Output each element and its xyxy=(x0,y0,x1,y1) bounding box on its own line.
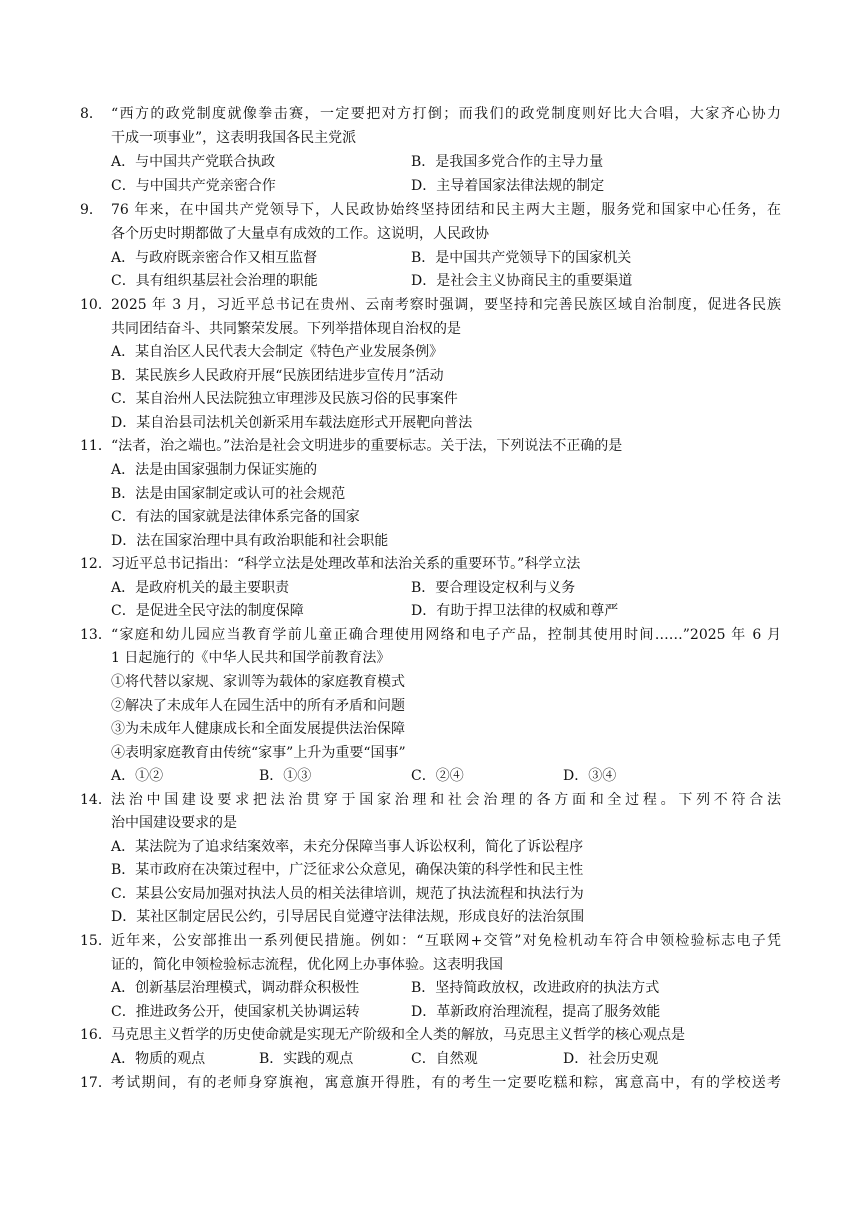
question-12-option-b: B．要合理设定权利与义务 xyxy=(411,580,576,596)
question-16-option-b: B．实践的观点 xyxy=(259,1051,354,1067)
question-8-option-d: D．主导着国家法律法规的制定 xyxy=(411,178,605,194)
question-15-option-a: A．创新基层治理模式，调动群众积极性 xyxy=(111,980,360,996)
question-10-option-c: C．某自治州人民法院独立审理涉及民族习俗的民事案件 xyxy=(111,391,458,407)
question-15-option-c: C．推进政务公开，使国家机关协调运转 xyxy=(111,1004,360,1020)
question-8-number: 8． xyxy=(80,106,103,122)
question-8-option-c: C．与中国共产党亲密合作 xyxy=(111,178,276,194)
question-8-stem-line-2: 干成一项事业”，这表明我国各民主党派 xyxy=(111,130,357,146)
question-11-option-a: A．法是由国家强制力保证实施的 xyxy=(111,462,318,478)
question-11-stem-line-1: “法者，治之端也。”法治是社会文明进步的重要标志。关于法，下列说法不正确的是 xyxy=(111,438,623,454)
question-12-stem-line-1: 习近平总书记指出：“科学立法是处理改革和法治关系的重要环节。”科学立法 xyxy=(111,556,581,572)
question-11-number: 11． xyxy=(80,438,112,454)
question-14-option-a: A．某法院为了追求结案效率，未充分保障当事人诉讼权利，简化了诉讼程序 xyxy=(111,839,584,855)
question-8-option-a: A．与中国共产党联合执政 xyxy=(111,154,276,170)
question-13-option-c: C．②④ xyxy=(411,768,464,784)
question-17-number: 17． xyxy=(80,1075,112,1091)
question-14-option-b: B．某市政府在决策过程中，广泛征求公众意见，确保决策的科学性和民主性 xyxy=(111,862,584,878)
question-9-option-a: A．与政府既亲密合作又相互监督 xyxy=(111,250,318,266)
question-8-option-b: B．是我国多党合作的主导力量 xyxy=(411,154,604,170)
question-13-item-2: ②解决了未成年人在园生活中的所有矛盾和问题 xyxy=(111,698,405,714)
question-16-number: 16． xyxy=(80,1027,112,1043)
question-9-option-d: D．是社会主义协商民主的重要渠道 xyxy=(411,273,633,289)
question-11-option-d: D．法在国家治理中具有政治职能和社会职能 xyxy=(111,533,389,549)
question-13-option-d: D．③④ xyxy=(563,768,617,784)
question-9-option-c: C．具有组织基层社会治理的职能 xyxy=(111,273,318,289)
question-11-option-b: B．法是由国家制定或认可的社会规范 xyxy=(111,486,346,502)
question-13-number: 13． xyxy=(80,627,112,643)
question-15-stem-line-1: 近年来，公安部推出一系列便民措施。例如：“互联网+交管”对免检机动车符合申领检验标志电子凭 xyxy=(111,933,781,949)
question-13-option-b: B．①③ xyxy=(259,768,312,784)
question-8-stem-line-1: “西方的政党制度就像拳击赛，一定要把对方打倒；而我们的政党制度则好比大合唱，大家齐心协力 xyxy=(111,106,781,122)
question-13-item-4: ④表明家庭教育由传统“家事”上升为重要“国事” xyxy=(111,745,406,761)
question-9-option-b: B．是中国共产党领导下的国家机关 xyxy=(411,250,632,266)
question-14-option-d: D．某社区制定居民公约，引导居民自觉遵守法律法规，形成良好的法治氛围 xyxy=(111,909,585,925)
question-16-option-d: D．社会历史观 xyxy=(563,1051,659,1067)
question-13-option-a: A．①② xyxy=(111,768,164,784)
question-16-option-c: C．自然观 xyxy=(411,1051,478,1067)
question-16-option-a: A．物质的观点 xyxy=(111,1051,206,1067)
question-13-stem-line-1: “家庭和幼儿园应当教育学前儿童正确合理使用网络和电子产品，控制其使用时间……”2025 年 6 月 xyxy=(111,627,781,643)
question-14-stem-line-2: 治中国建设要求的是 xyxy=(111,815,237,831)
question-13-item-1: ①将代替以家规、家训等为载体的家庭教育模式 xyxy=(111,674,405,690)
question-17-stem-line-1: 考试期间，有的老师身穿旗袍，寓意旗开得胜，有的考生一定要吃糕和粽，寓意高中，有的学校送考 xyxy=(111,1075,781,1091)
question-13-stem-line-2: 1 日起施行的《中华人民共和国学前教育法》 xyxy=(111,650,391,666)
question-9-number: 9． xyxy=(80,202,103,218)
question-14-option-c: C．某县公安局加强对执法人员的相关法律培训，规范了执法流程和执法行为 xyxy=(111,886,584,902)
question-14-stem-line-1: 法治中国建设要求把法治贯穿于国家治理和社会治理的各方面和全过程。下列不符合法 xyxy=(111,792,781,808)
question-10-stem-line-2: 共同团结奋斗、共同繁荣发展。下列举措体现自治权的是 xyxy=(111,321,461,337)
question-12-option-a: A．是政府机关的最主要职责 xyxy=(111,580,290,596)
question-15-option-d: D．革新政府治理流程，提高了服务效能 xyxy=(411,1004,661,1020)
question-12-number: 12． xyxy=(80,556,112,572)
question-15-option-b: B．坚持简政放权，改进政府的执法方式 xyxy=(411,980,660,996)
question-12-option-c: C．是促进全民守法的制度保障 xyxy=(111,603,304,619)
question-11-option-c: C．有法的国家就是法律体系完备的国家 xyxy=(111,509,360,525)
question-10-option-b: B．某民族乡人民政府开展“民族团结进步宣传月”活动 xyxy=(111,368,444,384)
question-9-stem-line-2: 各个历史时期都做了大量卓有成效的工作。这说明，人民政协 xyxy=(111,226,489,242)
question-13-item-3: ③为未成年人健康成长和全面发展提供法治保障 xyxy=(111,721,405,737)
question-10-option-d: D．某自治县司法机关创新采用车载法庭形式开展靶向普法 xyxy=(111,415,473,431)
question-10-option-a: A．某自治区人民代表大会制定《特色产业发展条例》 xyxy=(111,344,444,360)
question-15-number: 15． xyxy=(80,933,112,949)
question-10-stem-line-1: 2025 年 3 月，习近平总书记在贵州、云南考察时强调，要坚持和完善民族区域自治制度，促进各民族 xyxy=(111,297,781,313)
question-14-number: 14． xyxy=(80,792,112,808)
question-16-stem-line-1: 马克思主义哲学的历史使命就是实现无产阶级和全人类的解放，马克思主义哲学的核心观点是 xyxy=(111,1027,685,1043)
question-15-stem-line-2: 证的，简化申领检验标志流程，优化网上办事体验。这表明我国 xyxy=(111,957,503,973)
question-9-stem-line-1: 76 年来，在中国共产党领导下，人民政协始终坚持团结和民主两大主题，服务党和国家中心任务，在 xyxy=(111,202,781,218)
question-12-option-d: D．有助于捍卫法律的权威和尊严 xyxy=(411,603,619,619)
question-10-number: 10． xyxy=(80,297,112,313)
